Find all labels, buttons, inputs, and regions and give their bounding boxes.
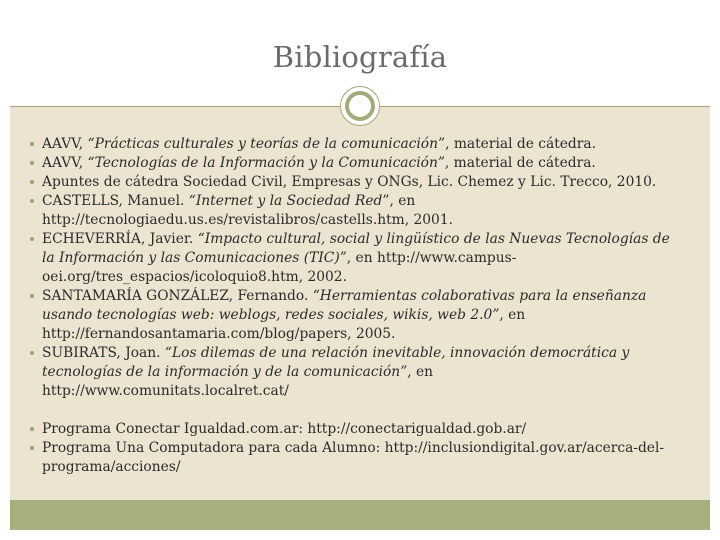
reference-author: AAVV, — [42, 136, 88, 152]
bullet-icon — [30, 142, 34, 146]
list-item — [10, 173, 710, 192]
reference-title: “Impacto cultural, social y lingüístico de las Nuevas Tecnologías de la Información y las Comunicaciones (TIC)” — [42, 231, 670, 266]
reference-author: SUBIRATS, Joan. — [42, 345, 165, 361]
reference-author: CASTELLS, Manuel. — [42, 193, 189, 209]
list-item — [10, 192, 710, 230]
reference-rest: , material de cátedra. — [444, 155, 596, 171]
list-spacer — [10, 401, 710, 420]
reference-author: Apuntes de cátedra Sociedad Civil, Empresas y ONGs, Lic. Chemez y Lic. Trecco, 2010. — [42, 174, 657, 190]
bullet-icon — [30, 427, 34, 431]
reference-author: Programa Conectar Igualdad.com.ar: http://conectarigualdad.gob.ar/ — [42, 421, 527, 437]
reference-author: AAVV, — [42, 155, 88, 171]
bullet-icon — [30, 237, 34, 241]
reference-rest: , en http://fernandosantamaria.com/blog/papers, 2005. — [42, 307, 526, 342]
reference-title: “Tecnologías de la Información y la Comunicación” — [87, 155, 445, 171]
bullet-icon — [30, 180, 34, 184]
reference-title: “Internet y la Sociedad Red — [188, 193, 383, 209]
footer-band — [10, 500, 710, 530]
reference-rest: ”, en http://tecnologiaedu.us.es/revistalibros/castells.htm, 2001. — [42, 193, 454, 228]
bullet-icon — [30, 294, 34, 298]
reference-author: SANTAMARÍA GONZÁLEZ, Fernando. — [42, 288, 313, 304]
reference-title: “Los dilemas de una relación inevitable, innovación democrática y tecnologías de la información y de la comunicación” — [42, 345, 630, 380]
slide — [10, 10, 710, 530]
list-item — [10, 135, 710, 154]
ring-icon — [345, 91, 375, 121]
bullet-icon — [30, 446, 34, 450]
reference-rest: , en http://www.campus-oei.org/tres_espacios/icoloquio8.htm, 2002. — [42, 250, 517, 285]
list-item — [10, 154, 710, 173]
bullet-icon — [30, 199, 34, 203]
list-item — [10, 344, 710, 401]
list-item — [10, 287, 710, 344]
slide-title: Bibliografía — [272, 40, 448, 74]
list-item — [10, 420, 710, 439]
reference-rest: , en http://www.comunitats.localret.cat/ — [42, 364, 434, 399]
reference-author: Programa Una Computadora para cada Alumno: http://inclusiondigital.gov.ar/acerca-del-programa/acciones/ — [42, 440, 665, 475]
list-item — [10, 230, 710, 287]
bullet-icon — [30, 351, 34, 355]
reference-title: “Herramientas colaborativas para la enseñanza usando tecnologías web: weblogs, redes sociales, wikis, web 2.0” — [42, 288, 647, 323]
reference-author: ECHEVERRÍA, Javier. — [42, 231, 198, 247]
bibliography-list — [10, 135, 710, 477]
reference-rest: , material de cátedra. — [445, 136, 596, 152]
list-item — [10, 439, 710, 477]
reference-title: “Prácticas culturales y teorías de la comunicación” — [87, 136, 446, 152]
circle-ornament-icon — [340, 86, 380, 126]
bullet-icon — [30, 161, 34, 165]
